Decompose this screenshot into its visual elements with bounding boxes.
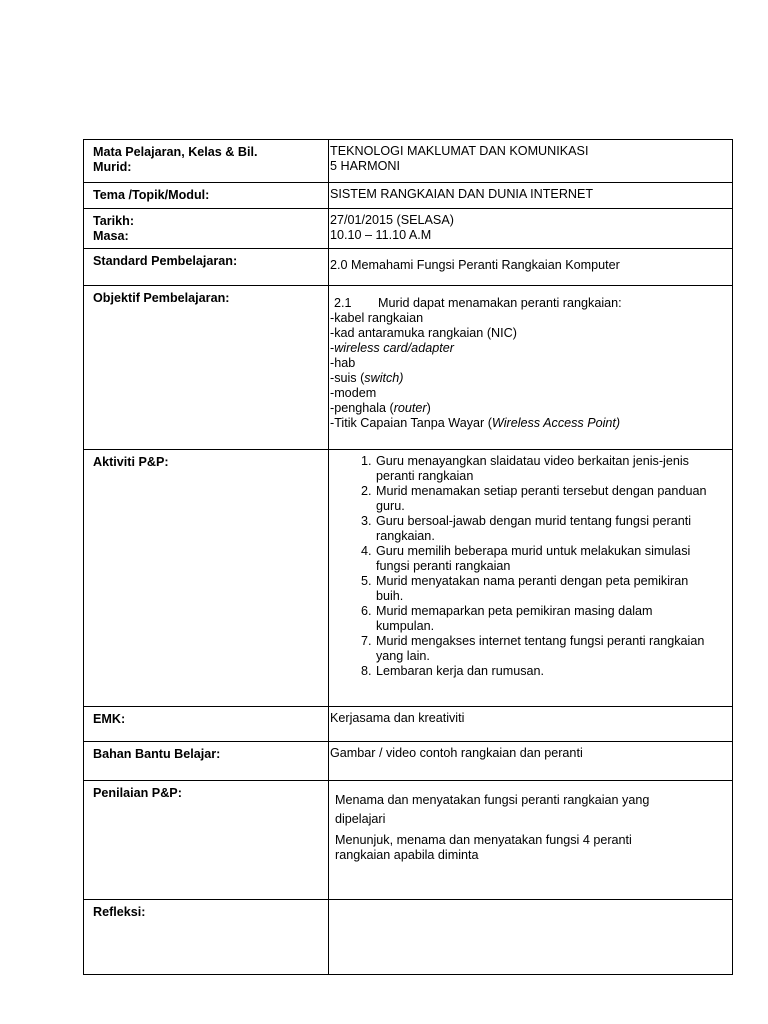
assessment-paragraph-2: Menunjuk, menama dan menyatakan fungsi 4 peranti rangkaian apabila diminta [335,833,632,862]
list-item: 2. Murid menamakan setiap peranti tersebut dengan panduan guru. [375,484,730,514]
list-item: 5. Murid menyatakan nama peranti dengan peta pemikiran buih. [375,574,730,604]
list-item: 4. Guru memilih beberapa murid untuk melakukan simulasi fungsi peranti rangkaian [375,544,730,574]
row-activity [84,450,733,707]
subject-value [329,140,733,183]
objective-item: -modem [330,386,377,400]
objective-number: 2.1 [334,296,352,310]
objective-value [329,286,733,450]
assessment-label: Penilaian P&P: [84,781,329,900]
reflection-label: Refleksi: [84,900,329,975]
row-objective [84,286,733,450]
row-date [84,209,733,249]
list-item: 8. Lembaran kerja dan rumusan. [375,664,730,679]
activity-list [330,454,730,679]
objective-item: -kad antaramuka rangkaian (NIC) [330,326,517,340]
materials-value: Gambar / video contoh rangkaian dan peranti [329,742,733,781]
row-emk [84,707,733,742]
activity-label: Aktiviti P&P: [84,450,329,707]
list-item: 6. Murid memaparkan peta pemikiran masing dalam kumpulan. [375,604,730,634]
date-label-line-1: Tarikh: [93,214,135,228]
row-reflection [84,900,733,975]
objective-item: -penghala (router) [330,401,431,415]
objective-intro: Murid dapat menamakan peranti rangkaian: [378,296,622,310]
objective-item: -suis (switch) [330,371,404,385]
objective-item: -hab [330,356,356,370]
lesson-plan-table [83,139,733,975]
emk-value: Kerjasama dan kreativiti [329,707,733,742]
date-value [329,209,733,249]
date-label-line-2: Masa: [93,229,129,243]
row-assessment [84,781,733,900]
row-subject [84,140,733,183]
emk-label: EMK: [84,707,329,742]
date-value-line-1: 27/01/2015 (SELASA) [330,213,454,227]
row-theme [84,183,733,209]
assessment-value [329,781,733,900]
activity-value [329,450,733,707]
materials-label: Bahan Bantu Belajar: [84,742,329,781]
standard-value: 2.0 Memahami Fungsi Peranti Rangkaian Komputer [329,249,733,286]
list-item: 1. Guru menayangkan slaidatau video berkaitan jenis-jenis peranti rangkaian [375,454,730,484]
date-value-line-2: 10.10 – 11.10 A.M [330,228,432,242]
row-materials [84,742,733,781]
objective-item: -wireless card/adapter [330,341,454,355]
standard-label: Standard Pembelajaran: [84,249,329,286]
date-label [84,209,329,249]
subject-label-line-2: Murid: [93,160,132,174]
theme-value: SISTEM RANGKAIAN DAN DUNIA INTERNET [329,183,733,209]
subject-value-line-1: TEKNOLOGI MAKLUMAT DAN KOMUNIKASI [330,144,589,158]
subject-value-line-2: 5 HARMONI [330,159,400,173]
objective-intro-line [330,296,730,311]
row-standard [84,249,733,286]
objective-item: -Titik Capaian Tanpa Wayar (Wireless Access Point) [330,416,621,430]
subject-label-line-1: Mata Pelajaran, Kelas & Bil. [93,145,258,159]
objective-item: -kabel rangkaian [330,311,424,325]
list-item: 7. Murid mengakses internet tentang fungsi peranti rangkaian yang lain. [375,634,730,664]
subject-label [84,140,329,183]
assessment-paragraph-1: Menama dan menyatakan fungsi peranti rangkaian yang dipelajari [335,793,650,826]
theme-label: Tema /Topik/Modul: [84,183,329,209]
objective-label: Objektif Pembelajaran: [84,286,329,450]
list-item: 3. Guru bersoal-jawab dengan murid tentang fungsi peranti rangkaian. [375,514,730,544]
reflection-value [329,900,733,975]
